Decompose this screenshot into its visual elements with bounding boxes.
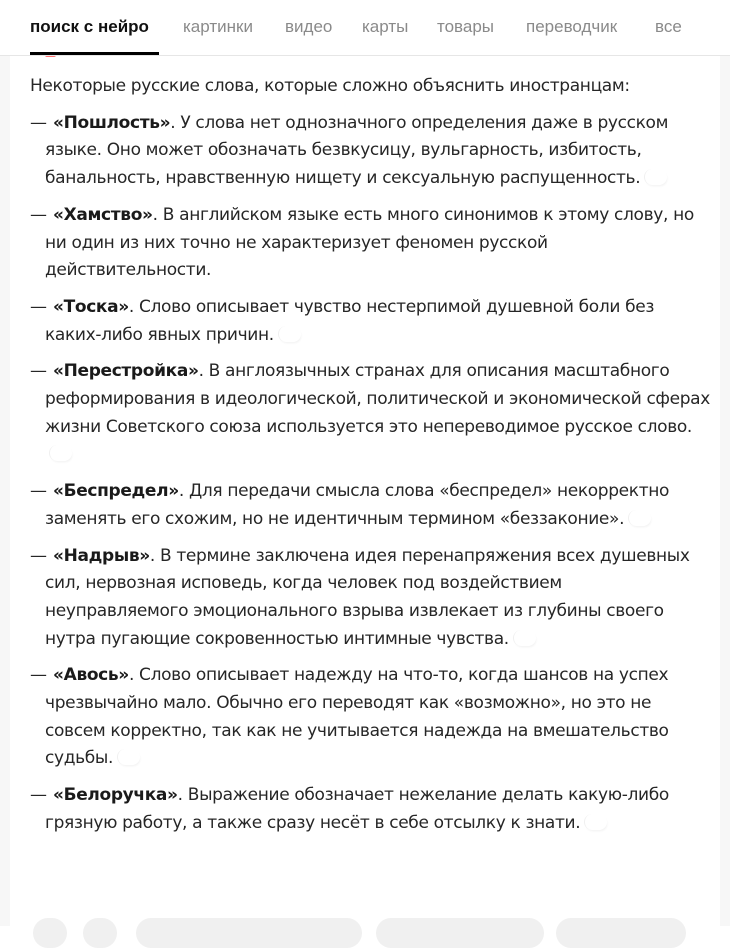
suggestion-chip[interactable] [136, 918, 362, 948]
dislike-button[interactable] [83, 918, 117, 948]
action-chips-row [33, 918, 730, 948]
tab-video[interactable]: видео [285, 17, 333, 36]
item-text: . Слово описывает чувство нестерпимой душевной боли без каких-либо явных причин. [45, 296, 655, 345]
source-citation-icon[interactable] [628, 510, 651, 526]
item-term: «Пошлость» [53, 112, 171, 133]
source-citation-icon[interactable] [278, 326, 301, 342]
tab-maps[interactable]: карты [362, 17, 409, 36]
item-text: . В английском языке есть много синонимов к этому слову, но ни один из них точно не характеризует феномен русской действительности. [45, 204, 694, 281]
list-item [30, 782, 710, 837]
list-item [30, 662, 710, 773]
suggestion-chip[interactable] [376, 918, 544, 948]
item-text: . В термине заключена идея перенапряжения всех душевных сил, нервозная исповедь, когда человек под воздействием неуправляемого эмоционального взрыва извлекает из глубины своего нутра пугающие сокровенностью интимные чувства. [45, 545, 690, 649]
item-term: «Перестройка» [53, 361, 199, 382]
dash: — [30, 481, 47, 502]
item-term: «Авось» [53, 665, 129, 686]
item-text: . В англоязычных странах для описания масштабного реформирования в идеологической, политической и экономической сферах жизни Советского союза используется это непереводимое русское слово. [45, 361, 710, 437]
tab-products[interactable]: товары [437, 17, 495, 36]
dash: — [30, 785, 47, 806]
suggestion-chip[interactable] [556, 918, 686, 948]
item-term: «Белоручка» [53, 785, 178, 806]
dash: — [30, 665, 47, 686]
active-tab-indicator [30, 52, 159, 55]
item-text: . У слова нет однозначного определения даже в русском языке. Оно может обозначать безвкусицу, вульгарность, избитость, банальность, нравственную нищету и сексуальную распущенность. [45, 112, 669, 189]
list-item [30, 294, 710, 349]
answer-content [30, 73, 710, 847]
dash: — [30, 112, 47, 133]
tab-translator[interactable]: переводчик [526, 17, 618, 36]
answer-intro: Некоторые русские слова, которые сложно объяснить иностранцам: [30, 76, 630, 96]
list-item [30, 478, 710, 533]
source-citation-icon[interactable] [644, 169, 667, 185]
list-item [30, 358, 710, 469]
item-term: «Хамство» [53, 204, 153, 225]
list-item [30, 110, 710, 193]
tab-images[interactable]: картинки [183, 17, 253, 36]
tab-all[interactable]: все [655, 17, 682, 36]
item-term: «Тоска» [53, 296, 129, 317]
item-text: . Слово описывает надежду на что-то, когда шансов на успех чрезвычайно мало. Обычно его переводят как «возможно», но это не совсем корректно, так как не учитывается надежда на вмешательство судьбы. [45, 665, 669, 769]
item-term: «Беспредел» [53, 481, 179, 502]
search-tabs [0, 0, 730, 56]
item-term: «Надрыв» [53, 545, 150, 566]
list-item [30, 543, 710, 654]
item-text: . Для передачи смысла слова «беспредел» некорректно заменять его схожим, но не идентичным термином «беззаконие». [45, 481, 670, 529]
source-citation-icon[interactable] [513, 630, 536, 646]
tab-neuro-search[interactable]: поиск с нейро [30, 17, 149, 36]
dash: — [30, 204, 47, 225]
dash: — [30, 296, 47, 317]
dash: — [30, 545, 47, 566]
source-citation-icon[interactable] [117, 749, 140, 765]
dash: — [30, 361, 47, 382]
source-citation-icon[interactable] [584, 814, 607, 830]
source-citation-icon[interactable] [49, 445, 72, 461]
like-button[interactable] [33, 918, 67, 948]
list-item [30, 202, 710, 285]
item-text: . Выражение обозначает нежелание делать какую-либо грязную работу, а также сразу несёт в себе отсылку к знати. [45, 785, 669, 833]
